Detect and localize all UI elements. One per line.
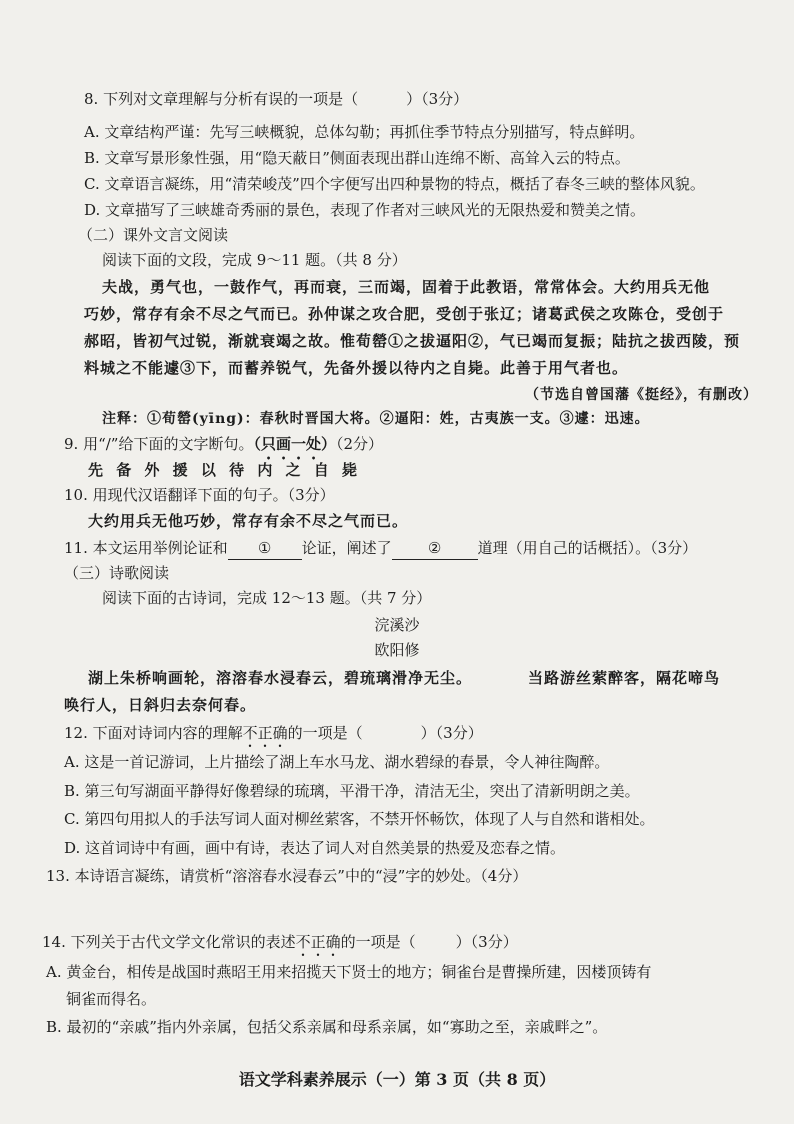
passage-line-3: 郝昭，皆初气过锐，渐就衰竭之故。惟荀罃①之拔逼阳②，气已竭而复振；陆抗之拔西陵，预	[84, 332, 741, 350]
section3-heading: （三）诗歌阅读	[64, 564, 170, 582]
q8-option-b: B. 文章写景形象性强，用“隐天蔽日”侧面表现出群山连绵不断、高耸入云的特点。	[84, 149, 630, 167]
q12-stem-b: 的一项是（	[287, 724, 363, 742]
q8-stem-b: ）（3分）	[406, 90, 469, 108]
q12-option-d: D. 这首词诗中有画，画中有诗，表达了词人对自然美景的热爱及恋春之情。	[64, 839, 566, 857]
q8-option-d: D. 文章描写了三峡雄奇秀丽的景色，表现了作者对三峡风光的无限热爱和赞美之情。	[84, 201, 646, 219]
poem-author: 欧阳修	[374, 641, 420, 659]
section2-heading: （二）课外文言文阅读	[78, 226, 229, 244]
q12-option-c: C. 第四句用拟人的手法写词人面对柳丝萦客，不禁开怀畅饮，体现了人与自然和谐相处。	[64, 810, 655, 828]
q14-stem-a: 14. 下列关于古代文学文化常识的表述	[42, 933, 296, 951]
q9-stem-text: 9. 用“/”给下面的文字断句。	[64, 435, 254, 453]
passage-line-4: 料城之不能遽③下，而蓄养锐气，先备外援以待内之自毙。此善于用气者也。	[84, 359, 629, 377]
q10-stem: 10. 用现代汉语翻译下面的句子。（3分）	[64, 486, 335, 504]
page-footer: 语文学科素养展示（一）第 3 页（共 8 页）	[238, 1070, 556, 1089]
passage-source: （节选自曾国藩《挺经》，有删改）	[525, 387, 758, 403]
q9-score: （2分）	[336, 435, 384, 453]
passage-line-1: 夫战，勇气也，一鼓作气，再而衰，三而竭，固着于此教语，常常体会。大约用兵无他	[102, 278, 711, 296]
q13-stem: 13. 本诗语言凝练，请赏析“溶溶春水浸春云”中的“浸”字的妙处。（4分）	[46, 867, 528, 885]
q12-option-a: A. 这是一首记游词，上片描绘了湖上车水马龙、湖水碧绿的春景，令人神往陶醉。	[64, 753, 610, 771]
q14-option-b: B. 最初的“亲戚”指内外亲属，包括父系亲属和母系亲属，如“寡助之至，亲戚畔之”。	[46, 1018, 608, 1036]
q9-requirement: （只画一处）	[253, 435, 336, 453]
q11-text-c: 道理（用自己的话概括）。（3分）	[477, 539, 698, 557]
poem-line-2: 唤行人，日斜归去奈何春。	[64, 696, 257, 714]
passage-notes: 注释：①荀罃(yīng)：春秋时晋国大将。②逼阳：姓，古夷族一支。③遽：迅速。	[102, 411, 650, 427]
q8-option-c: C. 文章语言凝练，用“清荣峻茂”四个字便写出四种景物的特点，概括了春冬三峡的整体风貌。	[84, 175, 705, 193]
q11-text-b: 论证，阐述了	[301, 539, 392, 557]
poem-title: 浣溪沙	[374, 616, 420, 634]
q14-option-a-line-1: A. 黄金台，相传是战国时燕昭王用来招揽天下贤士的地方；铜雀台是曹操所建，因楼顶铸有	[46, 963, 652, 981]
q12-stem-a: 12. 下面对诗词内容的理解	[64, 724, 243, 742]
q11-text-a: 11. 本文运用举例论证和	[64, 539, 228, 557]
q10-sentence: 大约用兵无他巧妙，常存有余不尽之气而已。	[88, 512, 409, 530]
q8-option-a: A. 文章结构严谨：先写三峡概貌，总体勾勒；再抓住季节特点分别描写，特点鲜明。	[84, 123, 645, 141]
q14-stem	[42, 931, 518, 960]
poem-line-1b: 当路游丝萦醉客，隔花啼鸟	[528, 669, 721, 687]
q12-option-b: B. 第三句写湖面平静得好像碧绿的琉璃，平滑干净，清洁无尘，突出了清新明朗之美。	[64, 782, 640, 800]
q11-stem	[64, 537, 697, 560]
poem-line-1a: 湖上朱桥响画轮，溶溶春水浸春云，碧琉璃滑净无尘。	[88, 669, 473, 687]
q8-stem-a: 8. 下列对文章理解与分析有误的一项是（	[84, 90, 359, 108]
passage-line-2: 巧妙，常存有余不尽之气而已。孙仲谋之攻合肥，受创于张辽；诸葛武侯之攻陈仓，受创于	[84, 305, 725, 323]
q14-option-a-line-2: 铜雀而得名。	[66, 990, 157, 1008]
q8-stem	[84, 88, 468, 110]
q14-emphasis: 不正确	[295, 933, 341, 951]
q11-blank-1[interactable]: ①	[228, 537, 302, 560]
q12-stem	[64, 722, 483, 751]
q9-sentence: 先 备 外 援 以 待 内 之 自 毙	[88, 461, 362, 479]
q11-blank-2[interactable]: ②	[392, 537, 478, 560]
q12-stem-c: ）（3分）	[420, 724, 483, 742]
q12-emphasis: 不正确	[242, 724, 288, 742]
q14-stem-b: 的一项是（	[340, 933, 416, 951]
section2-intro: 阅读下面的文段，完成 9～11 题。（共 8 分）	[102, 251, 407, 269]
q14-stem-c: ）（3分）	[455, 933, 518, 951]
section3-intro: 阅读下面的古诗词，完成 12～13 题。（共 7 分）	[102, 589, 432, 607]
